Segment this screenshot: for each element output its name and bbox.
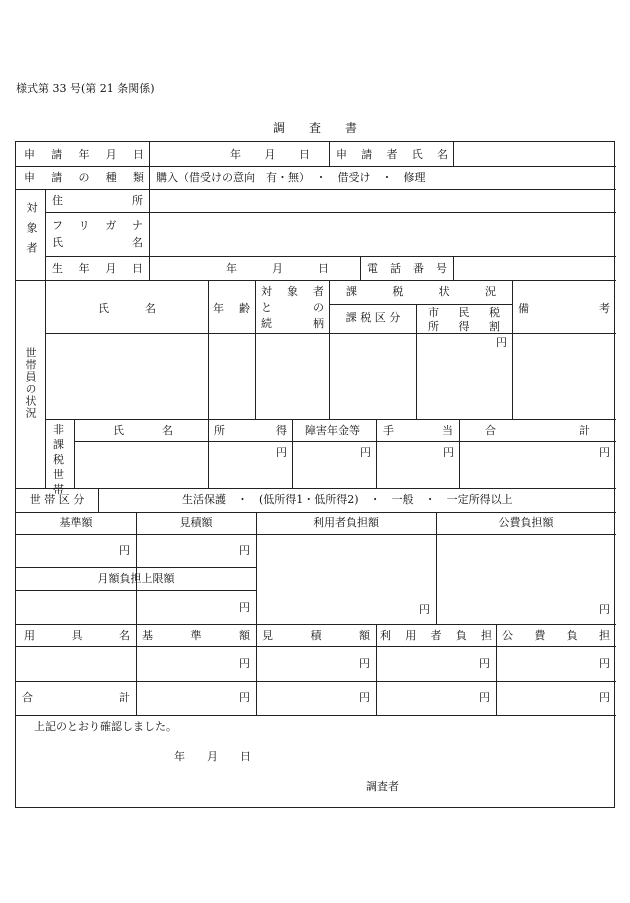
estimate-amount-header: 見積額 [179, 516, 213, 529]
public-burden-yen-unit: 円 [599, 603, 610, 616]
remarks-header: 備 考 [518, 302, 610, 315]
nontax-total-yen-unit: 円 [599, 446, 610, 459]
subject-name-field[interactable] [150, 213, 615, 256]
confirmation-text: 上記のとおり確認しました。 [34, 720, 177, 733]
resident-tax-header-line2: 所 得 割 [428, 320, 500, 333]
application-type-options[interactable]: 購入（借受けの意向 有・無） ・ 借受け ・ 修理 [156, 171, 426, 184]
address-label: 住 所 [52, 194, 143, 207]
item-base-yen-unit: 円 [239, 657, 250, 670]
resident-tax-header-line1: 市 民 税 [428, 306, 500, 319]
relation-header-line3: 続 柄 [261, 317, 324, 330]
item-public-yen-unit: 円 [599, 657, 610, 670]
total-base-yen-unit: 円 [239, 691, 250, 704]
phone-label: 電 話 番 号 [367, 262, 447, 275]
household-age-header: 年 齢 [213, 302, 250, 315]
furigana-label: フ リ ガ ナ [52, 219, 143, 232]
items-public-header: 公 費 負 担 [502, 629, 610, 642]
nontax-household-label: 非課税世帯 [53, 423, 64, 496]
item-user-yen-unit: 円 [479, 657, 490, 670]
items-user-header: 利 用 者 負 担 [380, 629, 492, 642]
total-user-yen-unit: 円 [479, 691, 490, 704]
nontax-income-header: 所 得 [214, 424, 287, 437]
tax-status-header: 課 税 状 況 [346, 285, 496, 298]
base-amount-yen-unit: 円 [119, 544, 130, 557]
nontax-name-header: 氏 名 [113, 424, 173, 437]
nontax-total-header: 合 計 [485, 424, 590, 437]
allowance-yen-unit: 円 [443, 446, 454, 459]
items-base-header: 基 準 額 [142, 629, 250, 642]
total-label: 合 計 [22, 691, 130, 704]
relation-header-line1: 対 象 者 [261, 285, 324, 298]
birth-date-label: 生 年 月 日 [52, 262, 143, 275]
phone-field[interactable] [454, 257, 615, 280]
confirmation-date[interactable]: 年 月 日 [174, 750, 251, 763]
form-number: 様式第 33 号(第 21 条関係) [16, 82, 155, 95]
investigator-label: 調査者 [366, 780, 399, 793]
household-category-label: 世 帯 区 分 [29, 493, 85, 506]
household-name-header: 氏 名 [98, 302, 156, 315]
birth-date-value[interactable]: 年 月 日 [226, 262, 329, 275]
subject-label: 対象者 [25, 202, 38, 262]
applicant-name-label: 申 請 者 氏 名 [336, 148, 448, 161]
household-category-options[interactable]: 生活保護 ・ (低所得1・低所得2) ・ 一般 ・ 一定所得以上 [182, 493, 513, 506]
equipment-name-header: 用 具 名 [24, 629, 130, 642]
subject-name-label: 氏 名 [52, 236, 143, 249]
allowance-header: 手 当 [383, 424, 453, 437]
user-burden-yen-unit: 円 [419, 603, 430, 616]
estimate-amount-yen-unit: 円 [239, 544, 250, 557]
applicant-name-field[interactable] [454, 142, 615, 165]
resident-tax-yen-unit: 円 [496, 336, 507, 349]
base-amount-header: 基準額 [59, 516, 93, 529]
pension-yen-unit: 円 [360, 446, 371, 459]
application-type-label: 申 請 の 種 類 [24, 171, 144, 184]
monthly-limit-header: 月額負担上限額 [97, 572, 175, 585]
relation-header-line2: と の [261, 301, 324, 314]
address-field[interactable] [150, 190, 615, 212]
item-estimate-yen-unit: 円 [359, 657, 370, 670]
total-public-yen-unit: 円 [599, 691, 610, 704]
survey-form-table [15, 141, 615, 808]
total-estimate-yen-unit: 円 [359, 691, 370, 704]
pension-header: 障害年金等 [305, 424, 360, 437]
public-burden-header: 公費負担額 [498, 516, 554, 529]
household-label: 世帯員の状況 [24, 347, 37, 419]
application-date-value[interactable]: 年 月 日 [230, 148, 310, 161]
tax-category-header: 課 税 区 分 [345, 311, 401, 324]
user-burden-header: 利用者負担額 [313, 516, 379, 529]
income-yen-unit: 円 [276, 446, 287, 459]
document-title: 調 査 書 [272, 121, 357, 135]
monthly-limit-yen-unit: 円 [239, 601, 250, 614]
items-estimate-header: 見 積 額 [262, 629, 370, 642]
investigator-signature-field[interactable] [408, 774, 608, 796]
application-date-label: 申 請 年 月 日 [24, 148, 144, 161]
